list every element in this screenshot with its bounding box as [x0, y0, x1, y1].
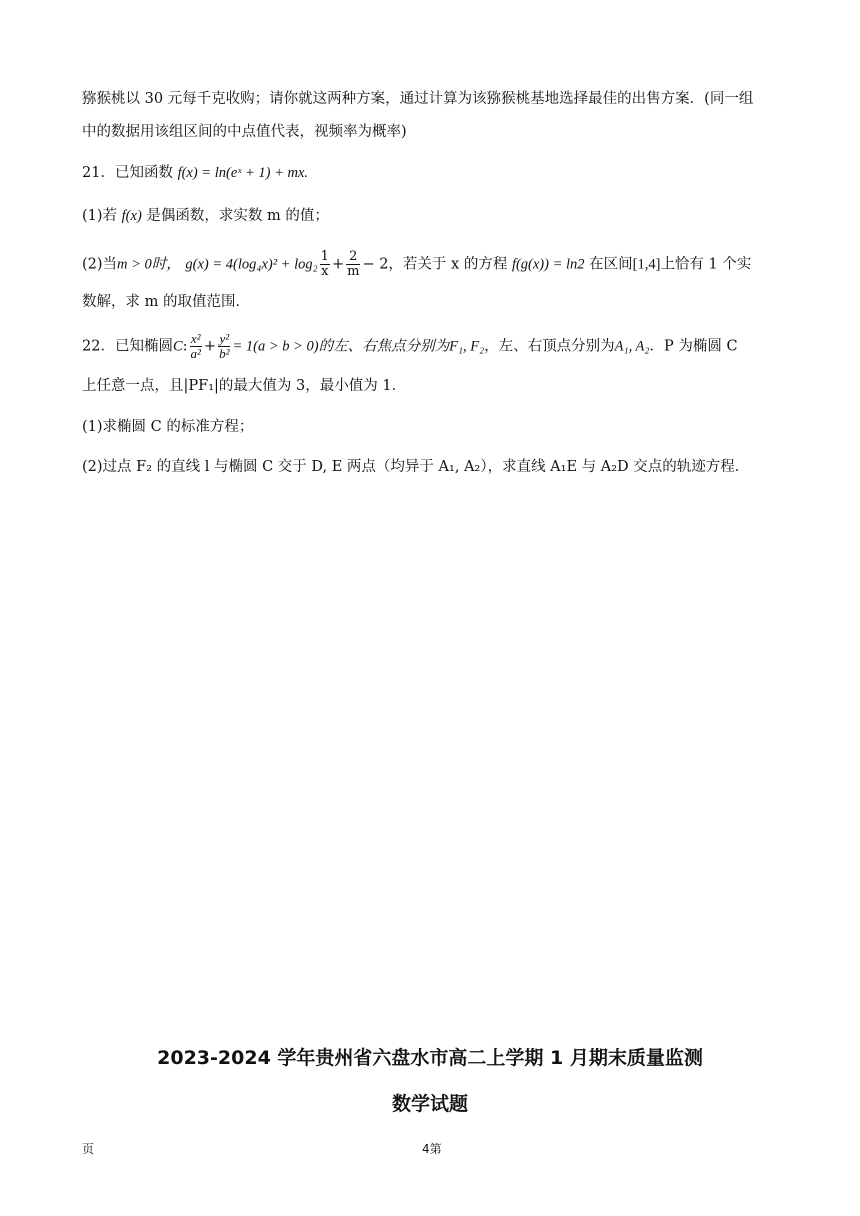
text-line-2: 中的数据用该组区间的中点值代表，视频率为概率): [82, 124, 407, 140]
footer-page-number: 4第: [422, 1142, 442, 1156]
q22-p-text: ．P 为椭圆 C: [649, 338, 738, 355]
q21-label: 21．已知函数: [82, 165, 173, 181]
q22-ellipse-tail: = 1(a > b > 0)的左、右焦点分别为: [232, 338, 450, 355]
q22-label: 22．已知椭圆: [82, 338, 173, 355]
q21-part2: (2)当m > 0时， g(x) = 4(log₄x)² + log₂ $\frac{1}{x}$ + $\frac{2}{m}$ − 2，若关于 x 的方程 f(g(x)) = ln2 在区间[1,4]上恰有 1 个实: [82, 249, 752, 279]
q22-foci: F₁, F₂: [449, 338, 485, 355]
q22-vertices: A₁, A₂: [614, 338, 650, 355]
q21-stem: [82, 162, 308, 184]
q22-part2: (2)过点 F₂ 的直线 l 与椭圆 C 交于 D, E 两点（均异于 A₁, A₂），求直线 A₁E 与 A₂D 交点的轨迹方程．: [82, 459, 750, 475]
q22-stem: 22．已知椭圆C: $\frac{\text{x²}}{\text{a²}}$ + $\frac{\text{y²}}{\text{b²}}$ = 1(a > b > 0)的左、右焦点分别为F₁, F₂，左、右顶点分别为A₁, A₂．P 为椭圆 C: [82, 331, 738, 361]
text-line-1: 猕猴桃以 30 元每千克收购；请你就这两种方案，通过计算为该猕猴桃基地选择最佳的出售方案．(同一组: [82, 91, 754, 107]
exam-title: 2023-2024 学年贵州省六盘水市高二上学期 1 月期末质量监测: [157, 1047, 703, 1069]
fraction-y2-over-b2: $\frac{\text{y²}}{\text{b²}}$: [219, 331, 230, 361]
q21-g-function: g(x) = 4(log₄x)² + log₂: [185, 256, 318, 273]
q21-part1-suffix: 是偶函数，求实数 m 的值；: [146, 208, 329, 224]
fraction-x2-over-a2: $\frac{\text{x²}}{\text{a²}}$: [190, 331, 201, 361]
q21-part1-formula: f(x): [121, 208, 142, 224]
q21-interval-text: 在区间: [589, 256, 633, 273]
fraction-2-over-m: $\frac{2}{m}$: [347, 249, 360, 279]
q21-part2-line2: 数解，求 m 的取值范围．: [82, 294, 250, 310]
q22-line2: 上任意一点，且|PF₁|的最大值为 3，最小值为 1．: [82, 378, 407, 394]
q22-part1: (1)求椭圆 C 的标准方程；: [82, 419, 254, 435]
q22-ellipse-name: C: [172, 338, 183, 355]
exam-subtitle: 数学试题: [391, 1093, 468, 1115]
q21-part2-end: 上恰有 1 个实: [660, 256, 752, 273]
q21-part2-prefix: (2)当: [82, 256, 118, 273]
q21-interval: [1,4]: [632, 256, 661, 273]
q22-vertices-text: ，左、右顶点分别为: [484, 338, 615, 355]
q21-part2-cond: m > 0时，: [117, 256, 181, 273]
q21-function: f(x) = ln(eˣ + 1) + mx.: [177, 165, 309, 181]
q21-part1-prefix: (1)若: [82, 208, 118, 224]
footer-left: 页: [82, 1142, 95, 1156]
q21-equation: f(g(x)) = ln2: [511, 256, 585, 273]
q21-part1: [82, 205, 329, 227]
fraction-1-over-x: $\frac{1}{x}$: [320, 249, 329, 279]
q21-part2-mid: ，若关于 x 的方程: [388, 256, 508, 273]
